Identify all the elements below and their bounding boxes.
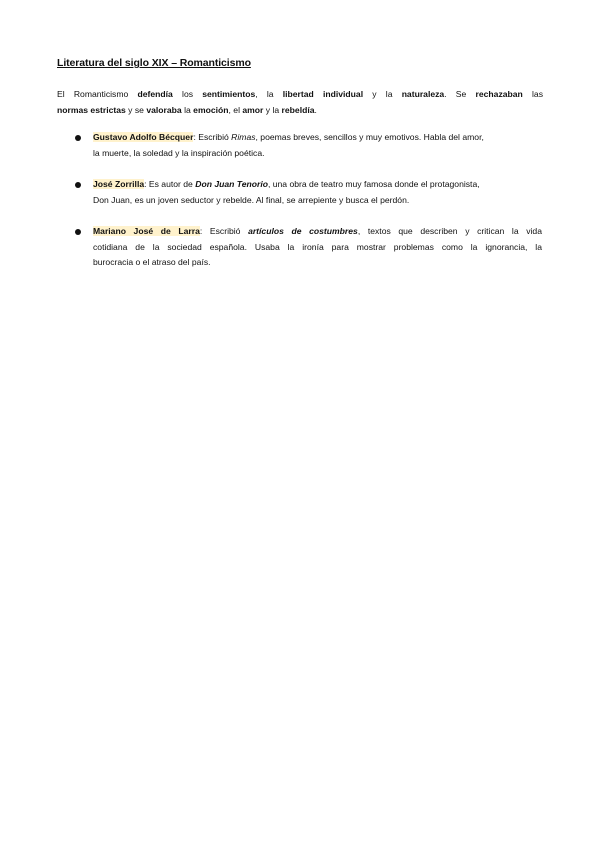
item-text: , una obra de teatro muy famosa donde el protagonista, bbox=[267, 179, 480, 189]
list-item-line: Don Juan, es un joven seductor y rebelde. Al final, se arrepiente y busca el perdón. bbox=[93, 194, 410, 205]
author-name: Gustavo Adolfo Bécquer bbox=[93, 132, 194, 142]
list-item-larra bbox=[93, 224, 542, 271]
list-item-line bbox=[93, 177, 542, 193]
list-item-zorrilla bbox=[93, 177, 542, 208]
intro-bold-text: emoción bbox=[193, 104, 229, 115]
page-title: Literatura del siglo XIX – Romanticismo bbox=[57, 57, 251, 69]
author-name: Mariano José de Larra bbox=[93, 226, 200, 236]
list-item-line bbox=[93, 130, 542, 146]
item-text: : Escribió bbox=[193, 132, 232, 142]
intro-text: . bbox=[314, 104, 317, 115]
intro-bold-text: libertad individual bbox=[282, 89, 364, 99]
item-text: , poemas breves, sencillos y muy emotivos. Habla del amor, bbox=[255, 132, 484, 142]
intro-bold-text: naturaleza bbox=[401, 89, 445, 99]
intro-text: las bbox=[522, 89, 543, 99]
intro-bold-text: defendía bbox=[137, 89, 173, 99]
intro-bold-text: valoraba bbox=[146, 104, 182, 115]
bullet-icon bbox=[75, 229, 81, 235]
intro-bold-text: sentimientos bbox=[202, 89, 256, 99]
intro-text: , la bbox=[255, 89, 283, 99]
intro-paragraph bbox=[57, 87, 543, 118]
list-item-becquer bbox=[93, 130, 542, 161]
item-text: : Es autor de bbox=[144, 179, 196, 189]
work-title: artículos de costumbres bbox=[248, 226, 358, 236]
intro-bold-text: rebeldía bbox=[281, 104, 315, 115]
list-item-line: cotidiana de la sociedad española. Usaba la ironía para mostrar problemas como la ignorancia, la bbox=[93, 241, 542, 252]
intro-text: . Se bbox=[444, 89, 476, 99]
intro-text: la bbox=[181, 104, 194, 115]
work-title: Rimas bbox=[231, 132, 256, 142]
intro-text: y se bbox=[125, 104, 147, 115]
intro-text: El Romanticismo bbox=[57, 89, 138, 99]
author-name: José Zorrilla bbox=[93, 179, 145, 189]
bullet-icon bbox=[75, 135, 81, 141]
list-item-line: burocracia o el atraso del país. bbox=[93, 257, 211, 267]
item-text: : Escribió bbox=[199, 226, 249, 236]
intro-bold-text: normas estrictas bbox=[57, 104, 126, 115]
intro-text: y la bbox=[363, 89, 402, 99]
intro-bold-text: amor bbox=[242, 104, 264, 115]
intro-text: y la bbox=[263, 104, 282, 115]
intro-bold-text: rechazaban bbox=[475, 89, 523, 99]
intro-text: los bbox=[172, 89, 203, 99]
work-title: Don Juan Tenorio bbox=[195, 179, 268, 189]
item-text: , textos que describen y critican la vida bbox=[357, 226, 542, 236]
intro-text: , el bbox=[228, 104, 243, 115]
list-item-line: la muerte, la soledad y la inspiración poética. bbox=[93, 147, 265, 158]
intro-line-2 bbox=[57, 103, 543, 119]
intro-line-1 bbox=[57, 87, 543, 103]
bullet-icon bbox=[75, 182, 81, 188]
list-item-line bbox=[93, 224, 542, 240]
